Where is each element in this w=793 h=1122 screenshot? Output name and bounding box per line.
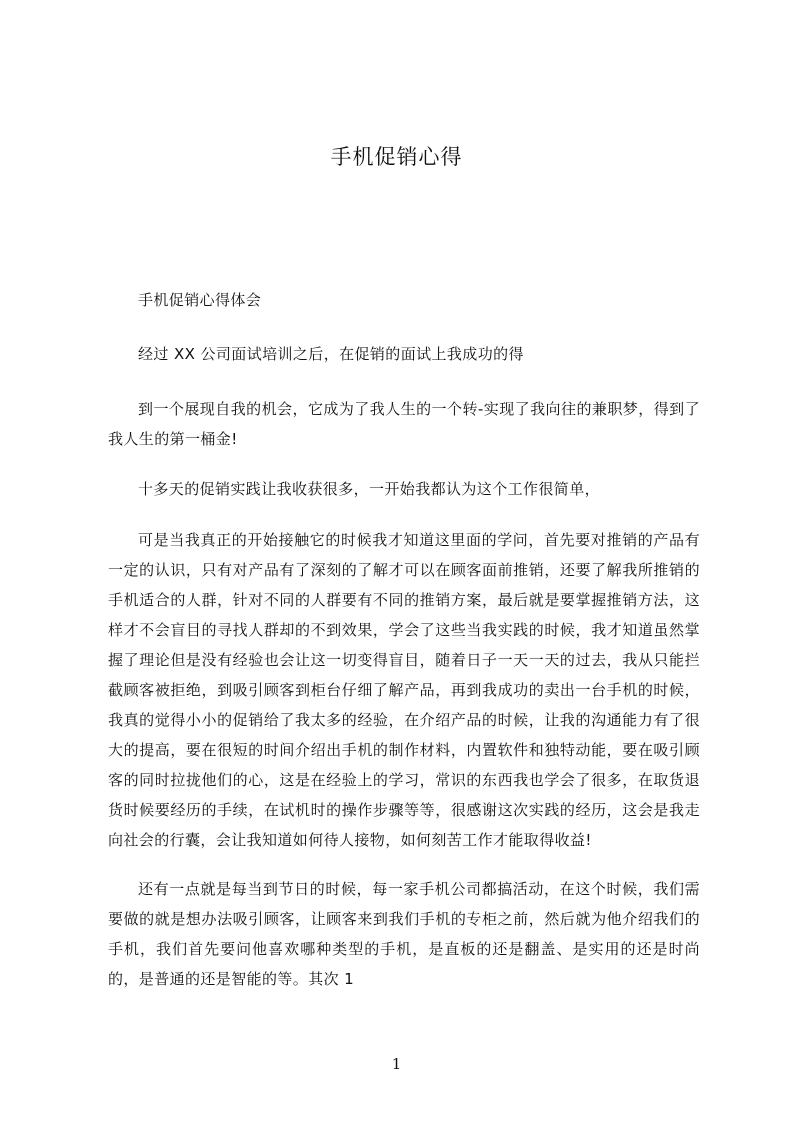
paragraph-subtitle: 手机促销心得体会 [138, 291, 262, 309]
paragraph-practice: 十多天的促销实践让我收获很多，一开始我都认为这个工作很简单， [138, 480, 601, 498]
paragraph-experience: 可是当我真正的开始接触它的时候我才知道这里面的学问，首先要对推销的产品有一定的认识，只有对产品有了深刻的了解才可以在顾客面前推销，还要了解我所推销的手机适合的人群，针对不同的人群要有不同的推销方案，最后就是要掌握推销方法，这样才不会盲目的寻找人群却的不到效果，学会了这些当我实践的时候，我才知道虽然掌握了理论但是没有经验也会让这一切变得盲目，随着日子一天一天的过去，我从只能拦截顾客被拒绝，到吸引顾客到柜台仔细了解产品，再到我成功的卖出一台手机的时候，我真的觉得小小的促销给了我太多的经验，在介绍产品的时候，让我的沟通能力有了很大的提高，要在很短的时间介绍出手机的制作材料，内置软件和独特动能，要在吸引顾客的同时拉拢他们的心，这是在经验上的学习，常识的东西我也学会了很多，在取货退货时候要经历的手续，在试机时的操作步骤等等，很感谢这次实践的经历，这会是我走向社会的行囊，会让我知道如何待人接物，如何刻苦工作才能取得收益! [108, 531, 700, 849]
page-number: 1 [391, 1055, 402, 1073]
paragraph-opportunity: 到一个展现自我的机会，它成为了我人生的一个转-实现了我向往的兼职梦，得到了我人生的第一桶金! [108, 400, 700, 448]
paragraph-holidays: 还有一点就是每当到节日的时候，每一家手机公司都搞活动，在这个时候，我们需要做的就是想办法吸引顾客，让顾客来到我们手机的专柜之前，然后就为他介绍我们的手机，我们首先要问他喜欢哪种类型的手机，是直板的还是翻盖、是实用的还是时尚的，是普通的还是智能的等。其次 1 [108, 880, 700, 988]
paragraph-intro: 经过 XX 公司面试培训之后，在促销的面试上我成功的得 [138, 345, 524, 363]
document-title: 手机促销心得 [330, 145, 463, 169]
